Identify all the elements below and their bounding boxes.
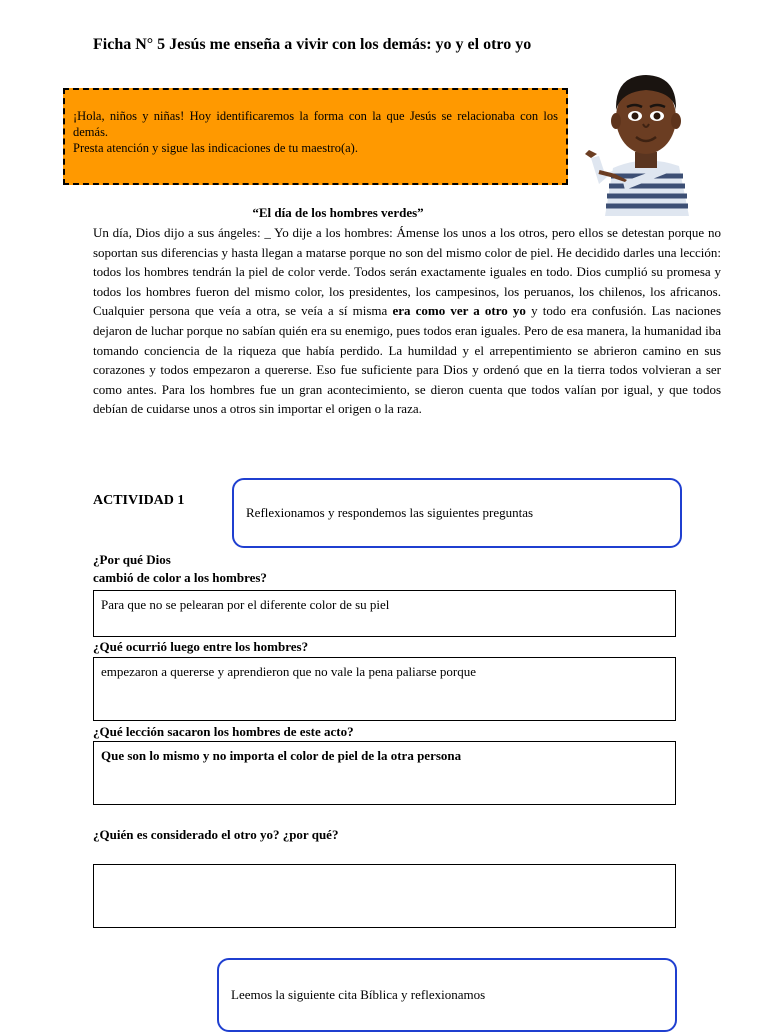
question-3: ¿Qué lección sacaron los hombres de este acto? <box>93 724 354 739</box>
page-title: Ficha N° 5 Jesús me enseña a vivir con los demás: yo y el otro yo <box>93 36 532 53</box>
story-text <box>93 223 721 419</box>
question-1-line-2: cambió de color a los hombres? <box>93 570 267 585</box>
story-bold-phrase: era como ver a otro yo <box>392 303 526 319</box>
answer-2-box[interactable] <box>93 657 676 721</box>
story-title <box>0 205 676 221</box>
question-2: ¿Qué ocurrió luego entre los hombres? <box>93 639 309 654</box>
answer-1-box[interactable] <box>93 590 676 637</box>
activity-instruction-box <box>232 478 682 548</box>
answer-1-text: Para que no se pelearan por el diferente color de su piel <box>101 597 390 612</box>
question-1 <box>93 552 267 586</box>
intro-instruction: Presta atención y sigue las indicaciones de tu maestro(a). <box>73 141 358 155</box>
answer-4-box[interactable] <box>93 864 676 928</box>
intro-greeting: ¡Hola, niños y niñas! Hoy identificaremos la forma con la que Jesús se relacionaba con los demás. <box>73 109 558 139</box>
answer-2-text: empezaron a quererse y aprendieron que no vale la pena paliarse porque <box>101 664 477 679</box>
boy-avatar-icon <box>585 66 705 216</box>
answer-3-box[interactable] <box>93 741 676 805</box>
activity-instruction: Reflexionamos y respondemos las siguientes preguntas <box>246 505 534 520</box>
activity-label: ACTIVIDAD 1 <box>93 493 185 508</box>
intro-box <box>63 88 568 185</box>
question-1-line-1: ¿Por qué Dios <box>93 552 171 567</box>
answer-3-text: Que son lo mismo y no importa el color de piel de la otra persona <box>101 748 462 763</box>
bible-reading-box <box>217 958 677 1032</box>
bible-reading-instruction: Leemos la siguiente cita Bíblica y reflexionamos <box>231 987 486 1002</box>
story-title-text: “El día de los hombres verdes” <box>252 205 424 220</box>
question-4: ¿Quién es considerado el otro yo? ¿por qué? <box>93 827 339 842</box>
story-part-2: y todo era confusión. Las naciones dejaron de luchar porque no sabían quién era su enemigo, pues todos eran iguales. Pero de esa manera, la humanidad iba tomando conciencia de la riqueza que había perdido. La humildad y el arrepentimiento se abrieron camino en sus corazones y todos empezaron a quererse. Eso fue suficiente para Dios y ordenó que en la tierra todos volvieran a ser como antes. Para los hombres fue un gran acontecimiento, se dieron cuenta que todos valían por igual, y que todos debían de cuidarse unos a otros sin importar el origen o la raza. <box>93 303 722 417</box>
story-part-1: Un día, Dios dijo a sus ángeles: _ Yo dije a los hombres: Ámense los unos a los otros, pero ellos se detestan porque no soportan sus diferencias y hasta llegan a matarse porque no son del mismo color de piel. He decidido darles una lección: todos los hombres tendrán la piel de color verde. Todos serán exactamente iguales en todo. Dios cumplió su promesa y todos los hombres fueron del mismo color, los presidentes, los campesinos, los peruanos, los chilenos, los africanos. Cualquier persona que veía a otra, se veía a sí misma <box>93 225 721 319</box>
